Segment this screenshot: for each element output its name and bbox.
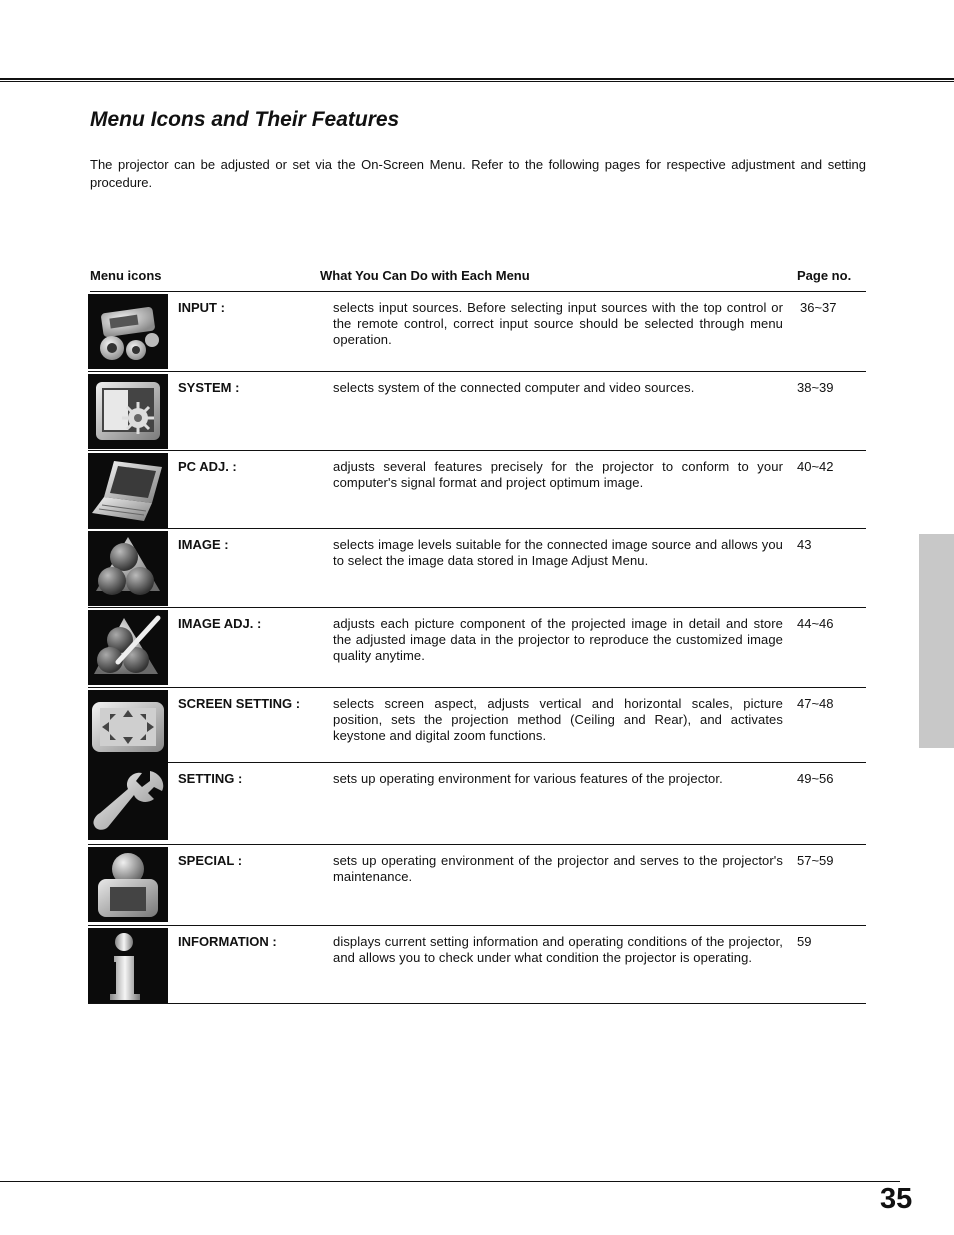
menu-label: SYSTEM : [178,380,240,395]
menu-label: SPECIAL : [178,853,243,868]
menu-label: IMAGE ADJ. : [178,616,262,631]
top-rule-thin [0,81,954,82]
menu-page-number: 44~46 [797,616,834,631]
menu-label: SCREEN SETTING : [178,696,301,711]
menu-page-number: 57~59 [797,853,834,868]
page-title: Menu Icons and Their Features [90,108,400,131]
menu-description: selects image levels suitable for the connected image source and allows you to select the image data stored in Image Adjust Menu. [333,537,783,568]
menu-label: INPUT : [178,300,225,315]
wrench-icon [88,765,168,840]
bottom-rule [0,1181,900,1182]
menu-page-number: 36~37 [800,300,837,315]
menu-row-setting [88,763,866,845]
input-icon [88,294,168,369]
menu-row-system [88,372,866,451]
menu-description: selects screen aspect, adjusts vertical and horizontal scales, picture position, sets the projection method (Ceiling and Rear), and activates keystone and digital zoom functions. [333,696,783,743]
header-what-you-can-do: What You Can Do with Each Menu [320,268,530,283]
image-adjust-icon [88,610,168,685]
menu-page-number: 38~39 [797,380,834,395]
chapter-side-tab [919,534,954,748]
page-number: 35 [880,1183,913,1215]
menu-row-input [88,292,866,372]
menu-description: selects input sources. Before selecting input sources with the top control or the remote control, correct input source should be selected through menu operation. [333,300,783,347]
menu-description: adjusts several features precisely for the projector to conform to your computer's signal format and project optimum image. [333,459,783,490]
top-rule [0,78,954,80]
menu-description: selects system of the connected computer and video sources. [333,380,695,395]
table-header [90,268,866,288]
header-page-no: Page no. [797,268,852,283]
menu-row-information [88,926,866,1004]
menu-row-image [88,529,866,608]
menu-label: IMAGE : [178,537,229,552]
menu-row-special [88,845,866,926]
menu-page-number: 43 [797,537,812,552]
image-icon [88,531,168,606]
menu-page-number: 40~42 [797,459,834,474]
system-icon [88,374,168,449]
menu-description: adjusts each picture component of the projected image in detail and store the adjusted image data in the projector to reproduce the customized image quality anytime. [333,616,783,663]
menu-row-image-adj [88,608,866,688]
information-icon [88,928,168,1003]
laptop-icon [88,453,168,528]
menu-description: sets up operating environment of the projector and serves to the projector's maintenance. [333,853,783,884]
menu-row-screen-setting [88,688,866,763]
screen-setting-icon [88,690,168,765]
menu-page-number: 59 [797,934,812,949]
menu-label: SETTING : [178,771,243,786]
menu-page-number: 47~48 [797,696,834,711]
menu-label: INFORMATION : [178,934,277,949]
menu-page-number: 49~56 [797,771,834,786]
special-icon [88,847,168,922]
header-menu-icons: Menu icons [90,268,162,283]
menu-description: displays current setting information and operating conditions of the projector, and allows you to check under what condition the projector is operating. [333,934,783,965]
menu-description: sets up operating environment for various features of the projector. [333,771,723,786]
intro-paragraph: The projector can be adjusted or set via the On-Screen Menu. Refer to the following pages for respective adjustment and setting procedure. [90,157,866,190]
menu-label: PC ADJ. : [178,459,237,474]
menu-row-pc-adj [88,451,866,529]
